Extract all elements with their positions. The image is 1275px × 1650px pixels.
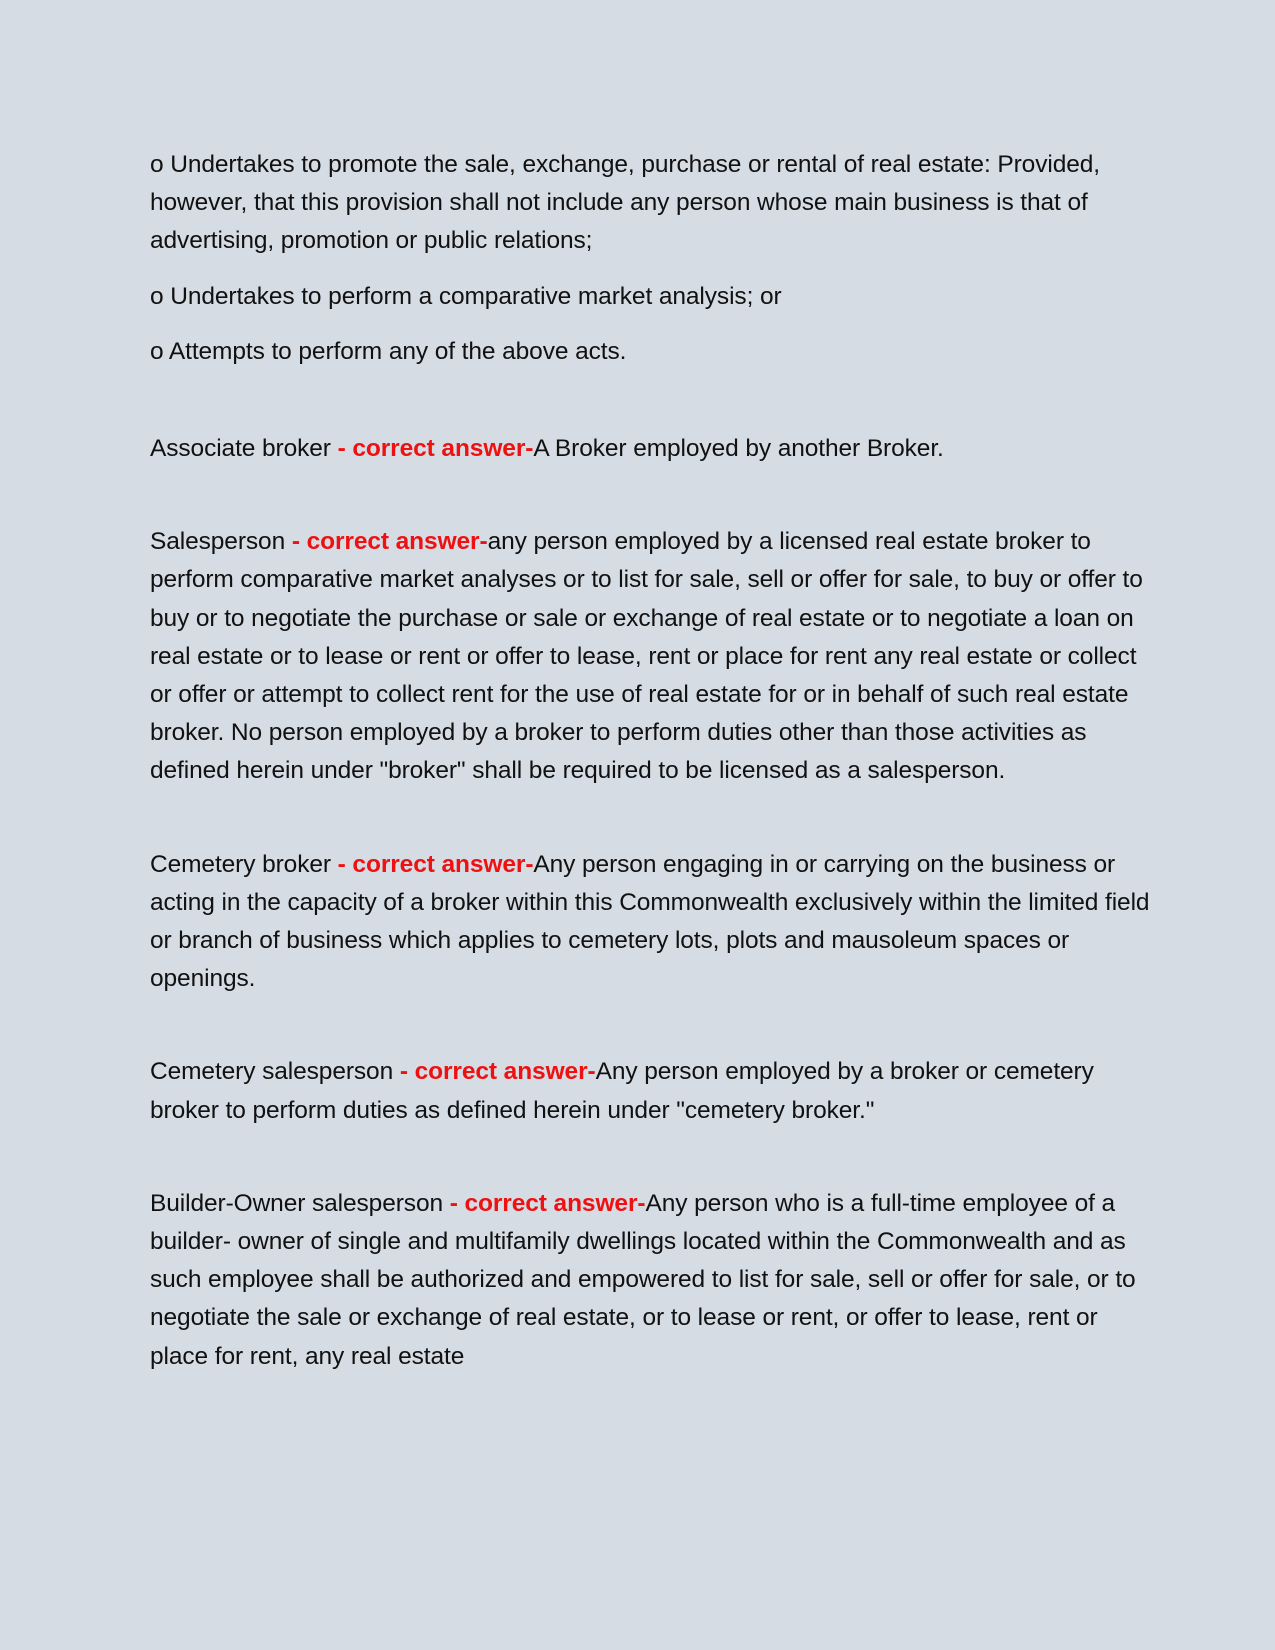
definition-builder-owner-salesperson	[150, 1185, 1150, 1376]
definition-text: A Broker employed by another Broker.	[533, 435, 944, 463]
term: Builder-Owner salesperson	[150, 1189, 450, 1217]
correct-answer-marker: - correct answer-	[337, 850, 534, 878]
term: Cemetery salesperson	[150, 1058, 400, 1086]
definition-text: Any person employed by a broker or cemetery broker to perform duties as defined herein under "cemetery broker."	[150, 1058, 1094, 1124]
correct-answer-marker: - correct answer-	[449, 1189, 646, 1217]
correct-answer-marker: - correct answer-	[337, 435, 534, 463]
document-page	[150, 146, 1150, 1376]
definition-text: Any person engaging in or carrying on the business or acting in the capacity of a broker within this Commonwealth exclusively within the limited field or branch of business which applies to cemetery lots, plots and mausoleum spaces or openings.	[150, 850, 1150, 993]
definition-salesperson	[150, 523, 1150, 790]
correct-answer-marker: - correct answer-	[399, 1058, 596, 1086]
term: Associate broker	[150, 435, 338, 463]
term: Cemetery broker	[150, 850, 338, 878]
definition-cemetery-salesperson	[150, 1053, 1150, 1129]
definition-cemetery-broker	[150, 846, 1150, 999]
correct-answer-marker: - correct answer-	[291, 528, 488, 556]
term: Salesperson	[150, 528, 292, 556]
bullet-item: o Undertakes to perform a comparative market analysis; or	[150, 282, 782, 310]
bullet-item: o Attempts to perform any of the above acts.	[150, 337, 627, 365]
definition-associate-broker	[150, 430, 1150, 468]
definition-text: Any person who is a full-time employee of a builder- owner of single and multifamily dwellings located within the Commonwealth and as such employee shall be authorized and empowered to list for sale, sell or offer for sale, or to negotiate the sale or exchange of real estate, or to lease or rent, or offer to lease, rent or place for rent, any real estate	[150, 1189, 1136, 1370]
bullet-item: o Undertakes to promote the sale, exchange, purchase or rental of real estate: Provided, however, that this provision shall not include any person whose main business is that of advertising, promotion or public relations;	[150, 151, 1100, 255]
definition-text: any person employed by a licensed real estate broker to perform comparative market analyses or to list for sale, sell or offer for sale, to buy or offer to buy or to negotiate the purchase or sale or exchange of real estate or to negotiate a loan on real estate or to lease or rent or offer to lease, rent or place for rent any real estate or collect or offer or attempt to collect rent for the use of real estate for or in behalf of such real estate broker. No person employed by a broker to perform duties other than those activities as defined herein under "broker" shall be required to be licensed as a salesperson.	[150, 528, 1143, 785]
